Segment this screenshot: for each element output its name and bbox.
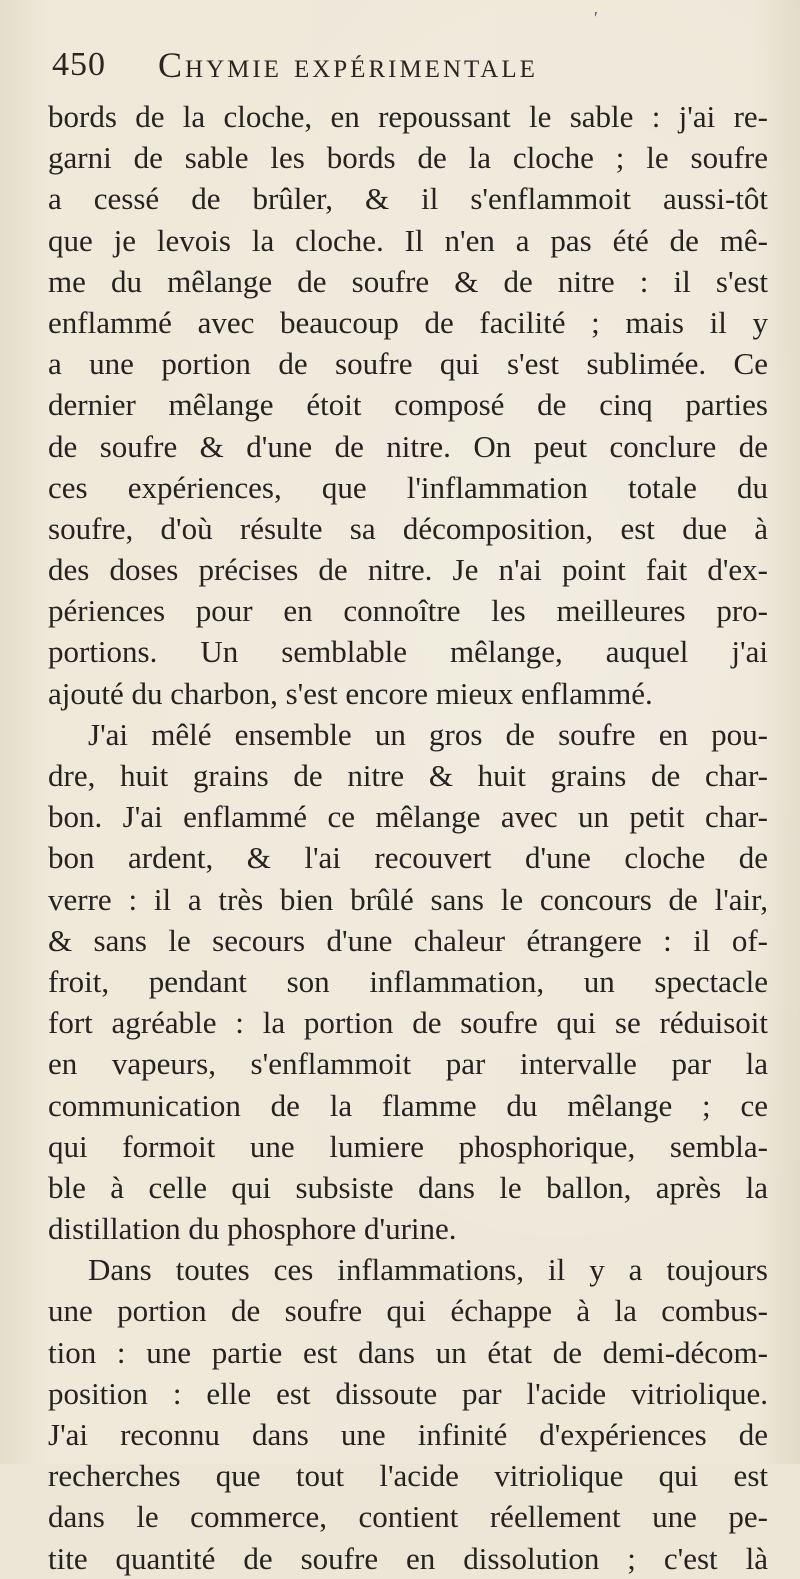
text-line: de soufre & d'une de nitre. On peut conclure de [48, 428, 768, 464]
text-line: dernier mêlange étoit composé de cinq parties [48, 387, 768, 423]
text-line: Dans toutes ces inflammations, il y a toujours [88, 1252, 768, 1288]
text-line: en vapeurs, s'enflammoit par intervalle par la [48, 1046, 768, 1082]
text-line: soufre, d'où résulte sa décomposition, est due à [48, 510, 768, 546]
text-line: dans le commerce, contient réellement une pe- [48, 1499, 768, 1535]
text-line: & sans le secours d'une chaleur étrangere : il of- [48, 922, 768, 958]
text-line: enflammé avec beaucoup de facilité ; mais il y [48, 304, 768, 340]
text-line: communication de la flamme du mêlange ; ce [48, 1087, 768, 1123]
text-line: ajouté du charbon, s'est encore mieux enflammé. [48, 675, 653, 711]
text-line: portions. Un semblable mêlange, auquel j'ai [48, 634, 768, 670]
text-line: J'ai reconnu dans une infinité d'expériences de [48, 1417, 768, 1452]
text-line: bon ardent, & l'ai recouvert d'une cloche de [48, 840, 768, 876]
text-line: que je levois la cloche. Il n'en a pas été de mê- [48, 222, 768, 258]
text-line: bon. J'ai enflammé ce mêlange avec un petit char- [48, 799, 768, 835]
text-line: froit, pendant son inflammation, un spectacle [48, 963, 768, 999]
text-line: une portion de soufre qui échappe à la combus- [48, 1293, 768, 1329]
text-line: tite quantité de soufre en dissolution ; c'est là [48, 1540, 768, 1576]
page-header [52, 40, 752, 100]
text-line: ble à celle qui subsiste dans le ballon, après la [48, 1169, 768, 1205]
text-line: garni de sable les bords de la cloche ; le soufre [48, 140, 768, 176]
text-line: bords de la cloche, en repoussant le sable : j'ai re- [48, 99, 768, 134]
page-number: 450 [52, 46, 106, 83]
text-line: a cessé de brûler, & il s'enflammoit aussi-tôt [48, 181, 768, 217]
body-text [48, 96, 768, 1579]
text-line: verre : il a très bien brûlé sans le concours de l'air, [48, 881, 768, 917]
text-line: qui formoit une lumiere phosphorique, sembla- [48, 1128, 768, 1164]
text-line: J'ai mêlé ensemble un gros de soufre en pou- [88, 716, 768, 752]
text-line: tion : une partie est dans un état de demi-décom- [48, 1334, 768, 1370]
text-line: périences pour en connoître les meilleures pro- [48, 593, 768, 629]
text-line: a une portion de soufre qui s'est sublimée. Ce [48, 346, 768, 382]
text-line: ces expériences, que l'inflammation totale du [48, 469, 768, 505]
text-line: des doses précises de nitre. Je n'ai point fait d'ex- [48, 552, 768, 588]
text-line: distillation du phosphore d'urine. [48, 1211, 457, 1247]
running-title: Chymie expérimentale [158, 45, 538, 85]
text-line: position : elle est dissoute par l'acide vitriolique. [48, 1375, 768, 1411]
text-line: fort agréable : la portion de soufre qui se réduisoit [48, 1005, 768, 1041]
text-line: dre, huit grains de nitre & huit grains de char- [48, 758, 768, 793]
stray-mark: ′ [594, 8, 598, 28]
text-line: recherches que tout l'acide vitriolique qui est [48, 1458, 768, 1494]
text-line: me du mêlange de soufre & de nitre : il s'est [48, 263, 768, 299]
